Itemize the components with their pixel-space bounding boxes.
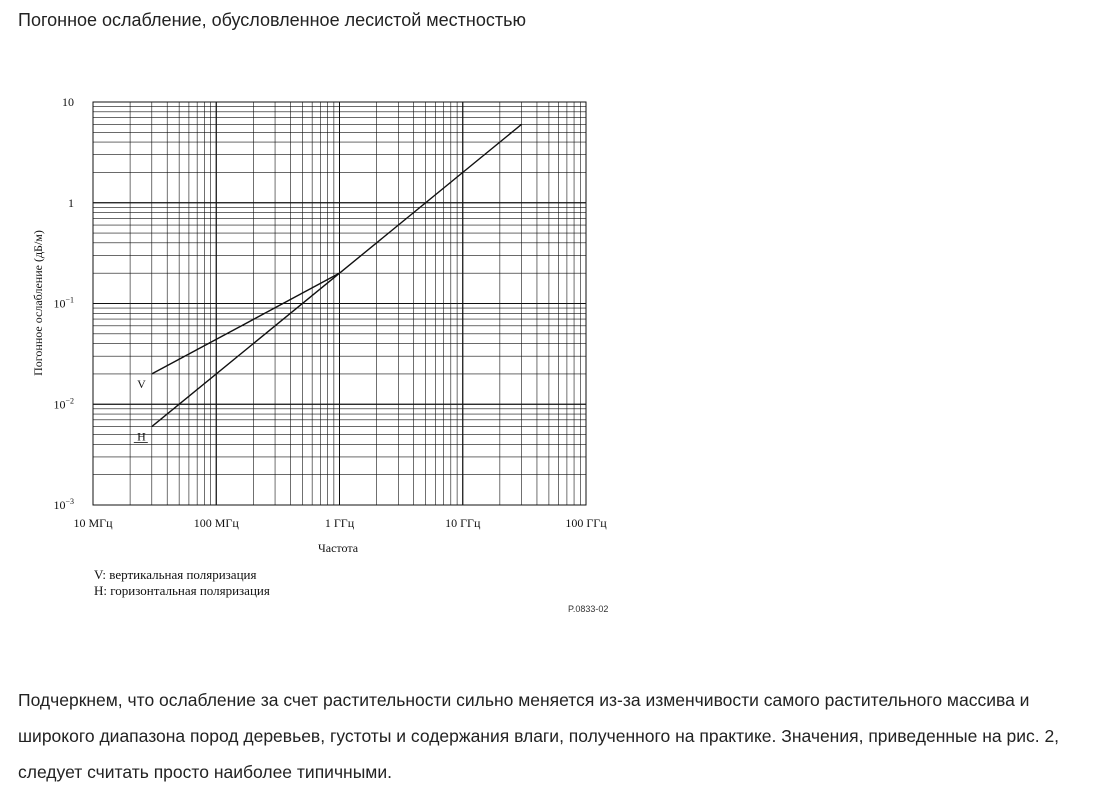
legend-item-h: H: горизонтальная поляризация	[94, 583, 270, 598]
series-label-v: V	[137, 376, 146, 391]
y-axis-label: Погонное ослабление (дБ/м)	[31, 230, 45, 376]
attenuation-chart	[0, 0, 640, 640]
x-tick-label: 1 ГГц	[324, 516, 355, 530]
chart-grid	[93, 102, 586, 505]
y-tick-label: $10^{-1}$	[53, 295, 74, 311]
x-tick-labels	[73, 516, 607, 530]
x-tick-label: 100 МГц	[193, 516, 239, 530]
y-tick-label: 10	[62, 95, 74, 109]
series-label-h: H	[137, 429, 146, 444]
page-heading: Погонное ослабление, обусловленное лесистой местностью	[18, 10, 526, 30]
x-tick-label: 100 ГГц	[565, 516, 607, 530]
x-tick-label: 10 ГГц	[445, 516, 481, 530]
figure-code: P.0833-02	[568, 604, 609, 614]
series-line-v	[152, 273, 340, 374]
y-tick-label: $10^{-2}$	[53, 396, 74, 412]
body-paragraph: Подчеркнем, что ослабление за счет растительности сильно меняется из-за изменчивости самого растительного массива и широкого диапазона пород деревьев, густоты и содержания влаги, полученного на практике. Значения, приведенные на рис. 2, следует считать просто наиболее типичными.	[18, 690, 1060, 782]
legend-item-v: V: вертикальная поляризация	[94, 567, 257, 582]
y-tick-label: 1	[68, 195, 74, 210]
x-axis-label: Частота	[317, 541, 359, 555]
x-tick-label: 10 МГц	[73, 516, 113, 530]
y-tick-labels	[53, 95, 74, 512]
y-tick-label: $10^{-3}$	[53, 497, 74, 512]
series-line-h	[152, 124, 522, 426]
